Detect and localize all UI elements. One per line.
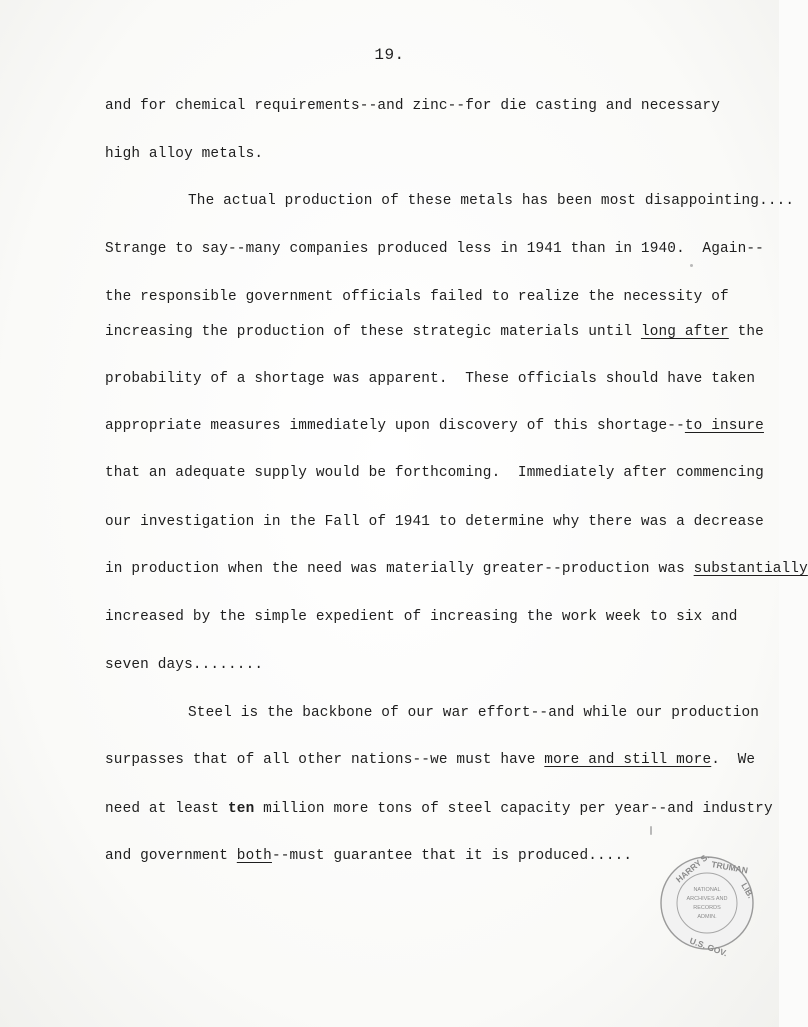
text-line: need at least ten million more tons of steel capacity per year--and industry [105, 801, 773, 817]
svg-text:ARCHIVES AND: ARCHIVES AND [686, 896, 728, 902]
stray-mark [690, 264, 693, 267]
svg-text:LIB.: LIB. [739, 881, 756, 900]
text-line: appropriate measures immediately upon discovery of this shortage--to insure [105, 418, 764, 434]
paragraph-start-line: The actual production of these metals has been most disappointing.... [188, 193, 795, 209]
underlined-phrase: substantially [693, 561, 808, 577]
text-line: in production when the need was materially greater--production was substantially [105, 561, 808, 577]
underlined-phrase: both [236, 848, 272, 864]
text-line: and for chemical requirements--and zinc--for die casting and necessary [105, 98, 721, 114]
page-number: 19. [374, 46, 405, 64]
text-line: surpasses that of all other nations--we must have more and still more. We [105, 752, 756, 768]
underlined-phrase: long after [640, 324, 729, 340]
svg-text:U.S. GOV.: U.S. GOV. [688, 935, 729, 959]
text-line: probability of a shortage was apparent. These officials should have taken [105, 371, 756, 387]
svg-text:RECORDS: RECORDS [693, 905, 721, 911]
underlined-phrase: more and still more [544, 752, 712, 768]
text-line: the responsible government officials failed to realize the necessity of [105, 289, 729, 305]
text-line: and government both--must guarantee that it is produced..... [105, 848, 633, 864]
paragraph-start-line: Steel is the backbone of our war effort--and while our production [188, 705, 760, 721]
text-line: seven days........ [105, 657, 264, 673]
svg-text:ADMIN.: ADMIN. [697, 914, 717, 920]
text-line: increasing the production of these strategic materials until long after the [105, 324, 764, 340]
text-line: our investigation in the Fall of 1941 to determine why there was a decrease [105, 514, 764, 530]
text-line: Strange to say--many companies produced less in 1941 than in 1940. Again-- [105, 241, 764, 257]
text-line: high alloy metals. [105, 146, 264, 162]
stray-mark [650, 826, 652, 835]
svg-text:TRUMAN: TRUMAN [710, 859, 749, 876]
bold-word: ten [228, 801, 255, 817]
underlined-phrase: to insure [684, 418, 764, 434]
library-seal-stamp [659, 851, 756, 959]
text-line: that an adequate supply would be forthcoming. Immediately after commencing [105, 465, 764, 481]
svg-text:NATIONAL: NATIONAL [693, 887, 721, 893]
svg-text:HARRY S.: HARRY S. [673, 851, 712, 885]
text-line: increased by the simple expedient of increasing the work week to six and [105, 609, 738, 625]
